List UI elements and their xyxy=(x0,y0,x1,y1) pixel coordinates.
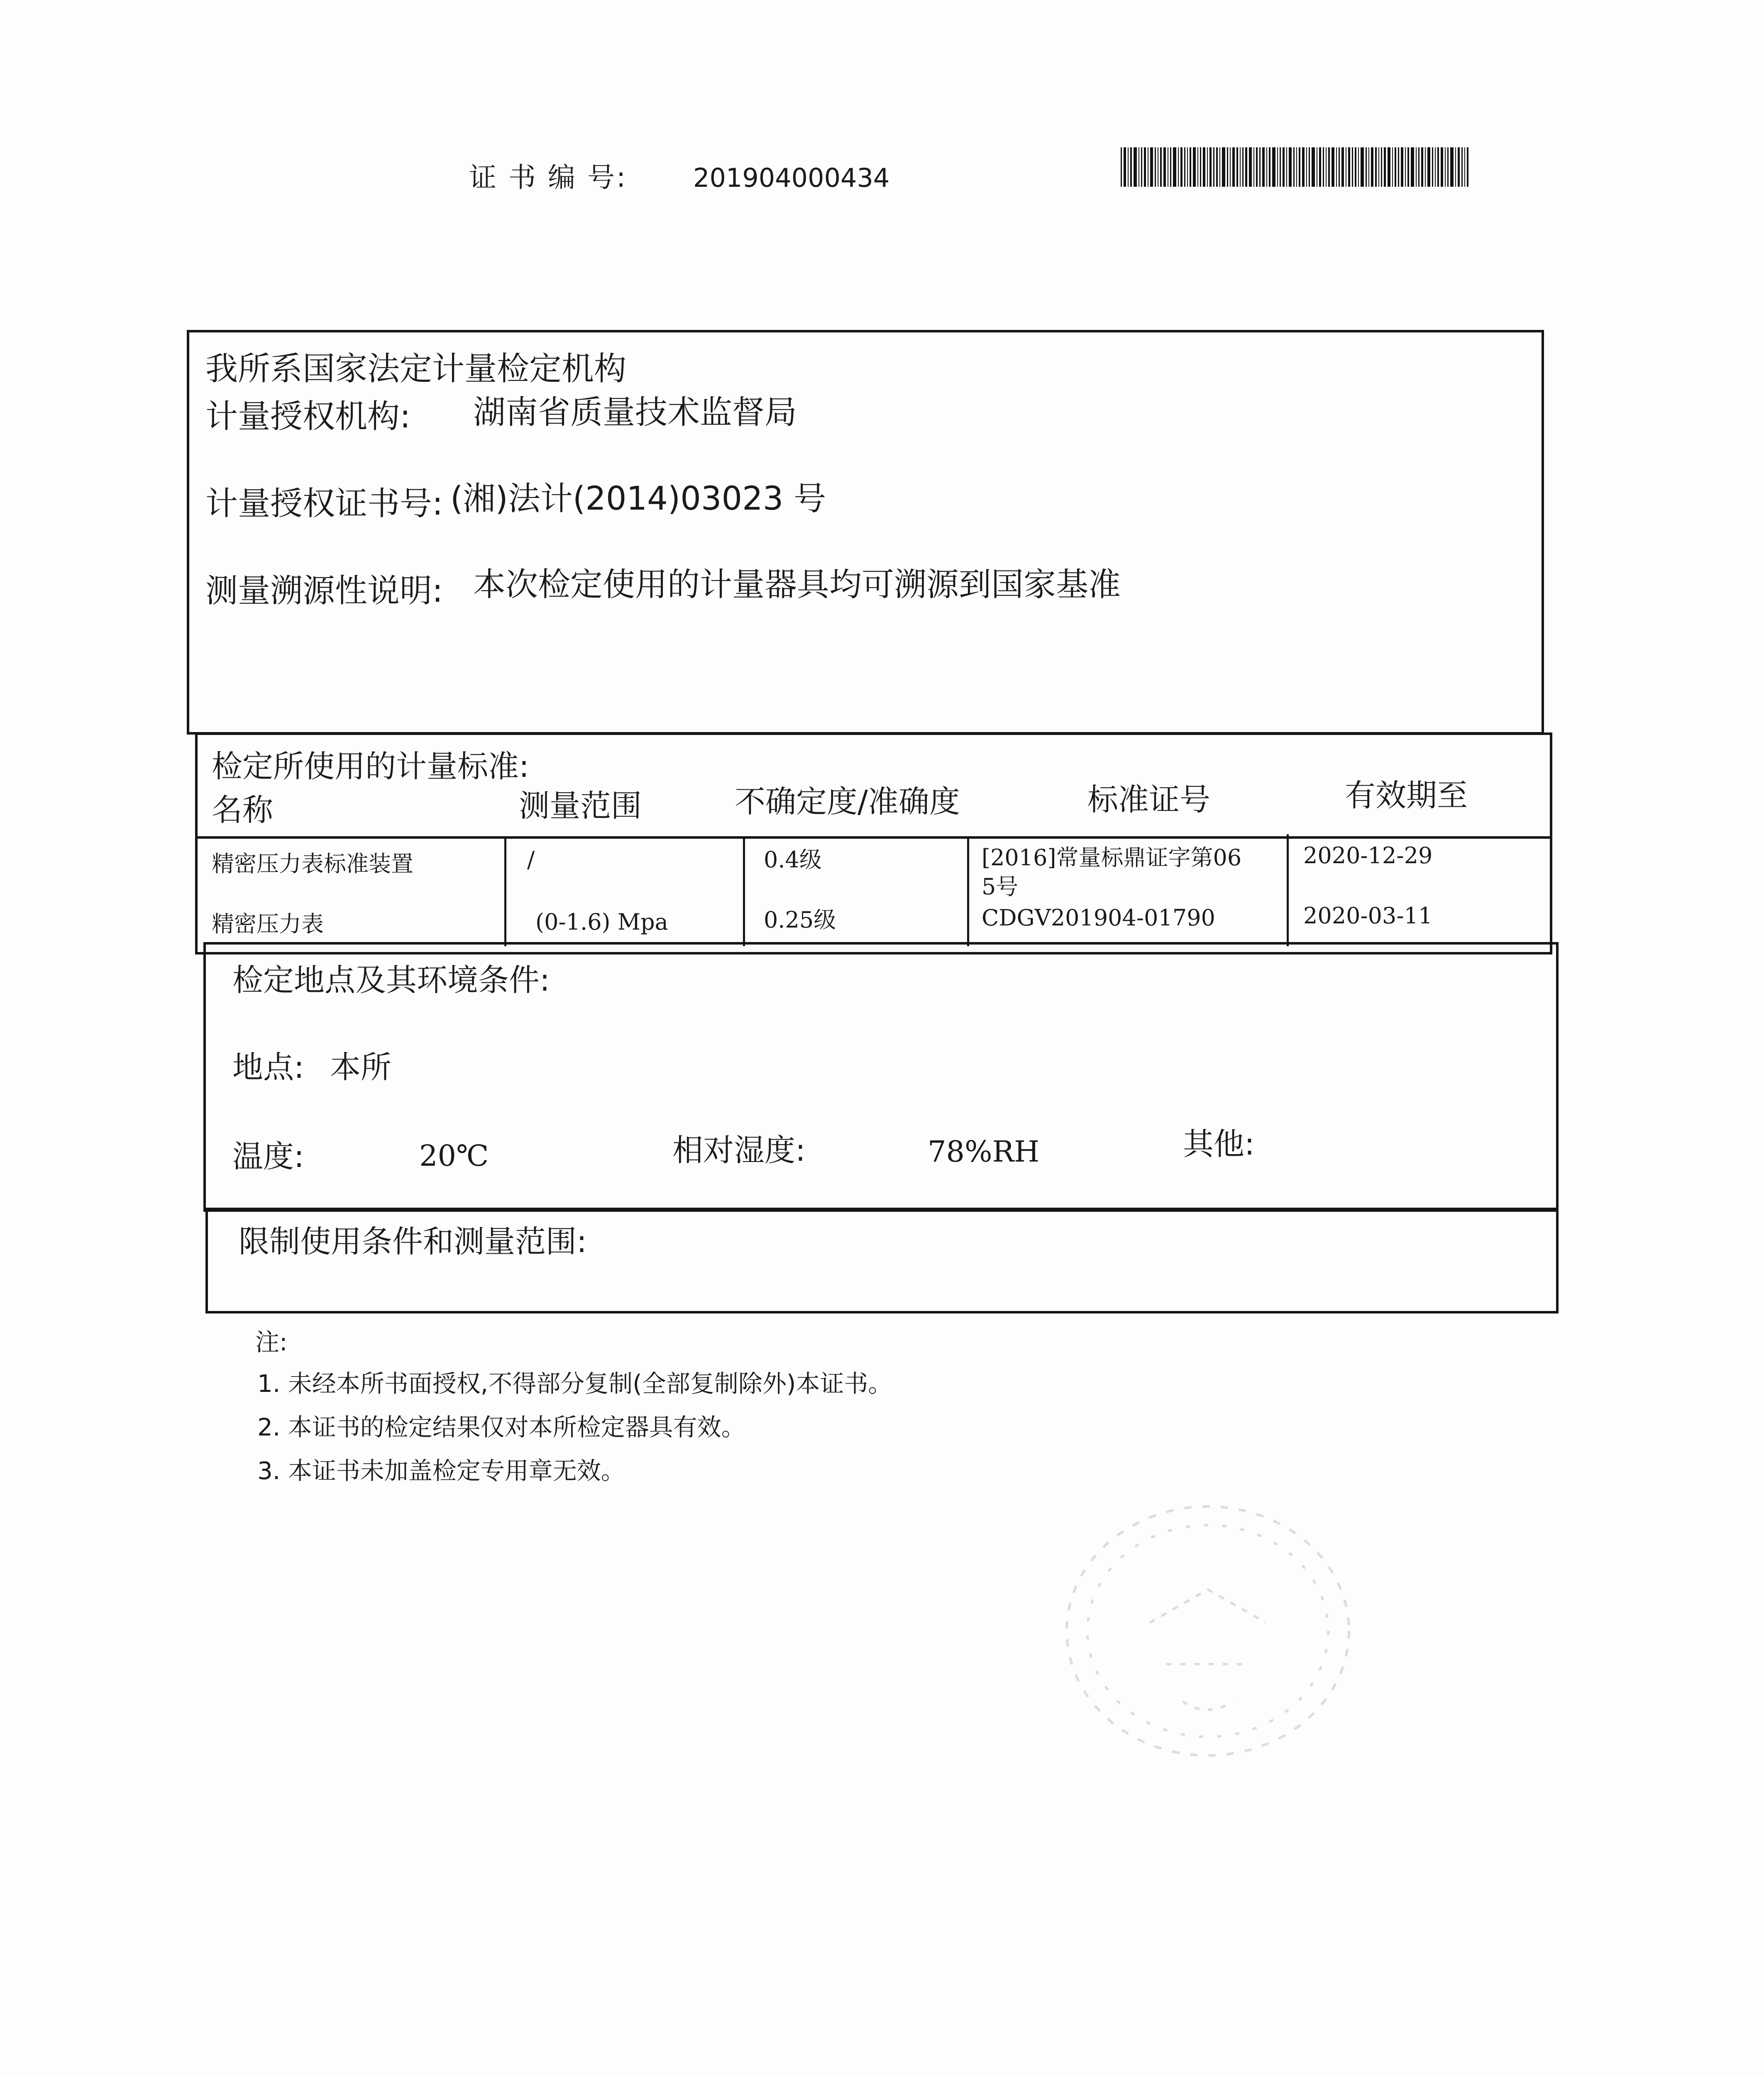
barcode-bar xyxy=(1124,147,1126,187)
table-col-divider xyxy=(743,836,745,946)
barcode-bar xyxy=(1366,147,1367,187)
barcode-bar xyxy=(1293,147,1295,187)
table-cell-range: (0-1.6) Mpa xyxy=(535,909,668,935)
column-header-name: 名称 xyxy=(212,792,273,828)
barcode-bar xyxy=(1178,147,1179,187)
barcode-bar xyxy=(1319,147,1321,187)
other-label: 其他: xyxy=(1183,1126,1255,1162)
barcode-bar xyxy=(1375,147,1377,187)
barcode-bar xyxy=(1458,147,1460,187)
embossed-seal xyxy=(1046,1486,1370,1776)
barcode-bar xyxy=(1227,147,1228,187)
barcode-bar xyxy=(1180,147,1183,187)
environment-title: 检定地点及其环境条件: xyxy=(232,962,550,998)
table-cell-name: 精密压力表 xyxy=(212,911,324,937)
authorizer-label: 计量授权机构: xyxy=(205,398,411,435)
authorizer-value: 湖南省质量技术监督局 xyxy=(473,394,797,431)
barcode-bar xyxy=(1328,147,1330,187)
table-col-divider xyxy=(967,836,969,946)
barcode-bar xyxy=(1213,147,1214,187)
table-col-divider xyxy=(504,836,506,946)
barcode-bar xyxy=(1203,147,1205,187)
table-cell-valid: 2020-03-11 xyxy=(1303,903,1433,929)
barcode-bar xyxy=(1242,147,1244,187)
note-item: 2. 本证书的检定结果仅对本所检定器具有效。 xyxy=(257,1413,745,1441)
column-header-accuracy: 不确定度/准确度 xyxy=(735,784,960,820)
barcode-bar xyxy=(1368,147,1369,187)
barcode-bar xyxy=(1222,147,1225,187)
barcode-bar xyxy=(1170,147,1171,187)
barcode-bar xyxy=(1467,147,1468,187)
barcode-bar xyxy=(1266,147,1267,187)
barcode-bar xyxy=(1398,147,1399,187)
barcode-bar xyxy=(1262,147,1265,187)
traceability-value: 本次检定使用的计量器具均可溯源到国家基准 xyxy=(473,566,1121,603)
barcode-bar xyxy=(1173,147,1176,187)
table-cell-cert: [2016]常量标鼎证字第06 xyxy=(982,845,1242,871)
barcode-bar xyxy=(1141,147,1142,187)
barcode-bar xyxy=(1326,147,1327,187)
table-cell-cert-continued: 5号 xyxy=(982,874,1019,900)
barcode-bar xyxy=(1197,147,1198,187)
barcode-bar xyxy=(1341,147,1344,187)
barcode-bar xyxy=(1259,147,1261,187)
table-col-divider xyxy=(1287,834,1289,946)
table-cell-cert: CDGV201904-01790 xyxy=(982,905,1215,931)
barcode-bar xyxy=(1435,147,1436,187)
barcode-bar xyxy=(1134,147,1137,187)
cert-number-value: 201904000434 xyxy=(693,163,890,193)
humidity-label: 相对湿度: xyxy=(672,1133,806,1168)
barcode-bar xyxy=(1283,147,1285,187)
barcode-bar xyxy=(1352,147,1353,187)
barcode-bar xyxy=(1437,147,1439,187)
barcode-bar xyxy=(1207,147,1208,187)
table-top-rule xyxy=(195,836,1552,839)
barcode-bar xyxy=(1378,147,1379,187)
barcode-bar xyxy=(1299,147,1300,187)
traceability-label: 测量溯源性说明: xyxy=(205,572,443,610)
barcode-bar xyxy=(1421,147,1423,187)
table-cell-name: 精密压力表标准装置 xyxy=(212,851,413,877)
barcode-bar xyxy=(1312,147,1315,187)
temperature-label: 温度: xyxy=(232,1139,304,1174)
barcode-bar xyxy=(1230,147,1231,187)
limits-title: 限制使用条件和测量范围: xyxy=(239,1224,587,1260)
barcode-bar xyxy=(1160,147,1162,187)
authority-statement: 我所系国家法定计量检定机构 xyxy=(205,350,627,388)
barcode-bar xyxy=(1306,147,1307,187)
barcode-bar xyxy=(1232,147,1235,187)
barcode-bar xyxy=(1355,147,1356,187)
barcode-bar xyxy=(1249,147,1252,187)
standards-title: 检定所使用的计量标准: xyxy=(212,749,529,784)
barcode-bar xyxy=(1447,147,1449,187)
barcode-bar xyxy=(1336,147,1337,187)
barcode-bar xyxy=(1121,147,1122,187)
barcode-bar xyxy=(1388,147,1390,187)
barcode-bar xyxy=(1128,147,1129,187)
barcode-bar xyxy=(1200,147,1201,187)
authority-box xyxy=(187,330,1544,735)
barcode-bar xyxy=(1277,147,1278,187)
table-cell-valid: 2020-12-29 xyxy=(1303,842,1433,869)
barcode-bar xyxy=(1272,147,1275,187)
location-label: 地点: xyxy=(232,1050,304,1085)
barcode-bar xyxy=(1296,147,1297,187)
barcode-bar xyxy=(1150,147,1153,187)
barcode-bar xyxy=(1144,147,1146,187)
barcode-bar xyxy=(1280,147,1281,187)
barcode-bar xyxy=(1450,147,1454,187)
barcode-bar xyxy=(1455,147,1456,187)
barcode-bar xyxy=(1187,147,1188,187)
barcode-bar xyxy=(1286,147,1287,187)
barcode-bar xyxy=(1193,147,1196,187)
cert-number-label: 证 书 编 号: xyxy=(469,161,628,193)
barcode-bar xyxy=(1339,147,1340,187)
barcode-bar xyxy=(1323,147,1324,187)
auth-cert-value: (湘)法计(2014)03023 号 xyxy=(450,480,826,518)
barcode-bar xyxy=(1332,147,1334,187)
barcode-bar xyxy=(1371,147,1373,187)
barcode-bar xyxy=(1416,147,1417,187)
barcode-bar xyxy=(1401,147,1403,187)
barcode-bar xyxy=(1269,147,1270,187)
notes-title: 注: xyxy=(255,1328,288,1356)
barcode-bar xyxy=(1348,147,1350,187)
barcode-bar xyxy=(1418,147,1420,187)
barcode-bar xyxy=(1405,147,1406,187)
note-item: 3. 本证书未加盖检定专用章无效。 xyxy=(257,1457,625,1485)
barcode-bar xyxy=(1392,147,1393,187)
barcode-bar xyxy=(1289,147,1292,187)
barcode-bar xyxy=(1407,147,1409,187)
column-header-valid: 有效期至 xyxy=(1345,778,1468,813)
barcode-bar xyxy=(1441,147,1443,187)
barcode-bar xyxy=(1358,147,1359,187)
barcode-bar xyxy=(1425,147,1426,187)
table-cell-accuracy: 0.4级 xyxy=(764,847,822,873)
humidity-value: 78%RH xyxy=(928,1135,1040,1169)
barcode-bar xyxy=(1236,147,1238,187)
barcode-bar xyxy=(1432,147,1433,187)
barcode-bar xyxy=(1309,147,1310,187)
barcode xyxy=(1121,147,1473,187)
column-header-cert: 标准证号 xyxy=(1087,782,1210,818)
barcode-bar xyxy=(1256,147,1258,187)
barcode-bar xyxy=(1427,147,1430,187)
table-cell-range: / xyxy=(527,847,535,873)
barcode-bar xyxy=(1190,147,1191,187)
barcode-bar xyxy=(1381,147,1382,187)
location-value: 本所 xyxy=(330,1050,391,1085)
barcode-bar xyxy=(1209,147,1212,187)
barcode-bar xyxy=(1184,147,1185,187)
barcode-bar xyxy=(1240,147,1241,187)
barcode-bar xyxy=(1155,147,1156,187)
table-cell-accuracy: 0.25级 xyxy=(764,907,836,933)
barcode-bar xyxy=(1253,147,1254,187)
barcode-bar xyxy=(1302,147,1305,187)
note-item: 1. 未经本所书面授权,不得部分复制(全部复制除外)本证书。 xyxy=(257,1370,892,1398)
barcode-bar xyxy=(1361,147,1364,187)
barcode-bar xyxy=(1384,147,1386,187)
barcode-bar xyxy=(1163,147,1166,187)
barcode-bar xyxy=(1464,147,1465,187)
barcode-bar xyxy=(1461,147,1463,187)
barcode-bar xyxy=(1245,147,1247,187)
column-header-range: 测量范围 xyxy=(519,788,642,824)
barcode-bar xyxy=(1219,147,1220,187)
barcode-bar xyxy=(1411,147,1414,187)
barcode-bar xyxy=(1445,147,1446,187)
barcode-bar xyxy=(1130,147,1132,187)
temperature-value: 20℃ xyxy=(419,1139,489,1173)
auth-cert-label: 计量授权证书号: xyxy=(205,485,443,522)
barcode-bar xyxy=(1216,147,1218,187)
barcode-bar xyxy=(1395,147,1396,187)
